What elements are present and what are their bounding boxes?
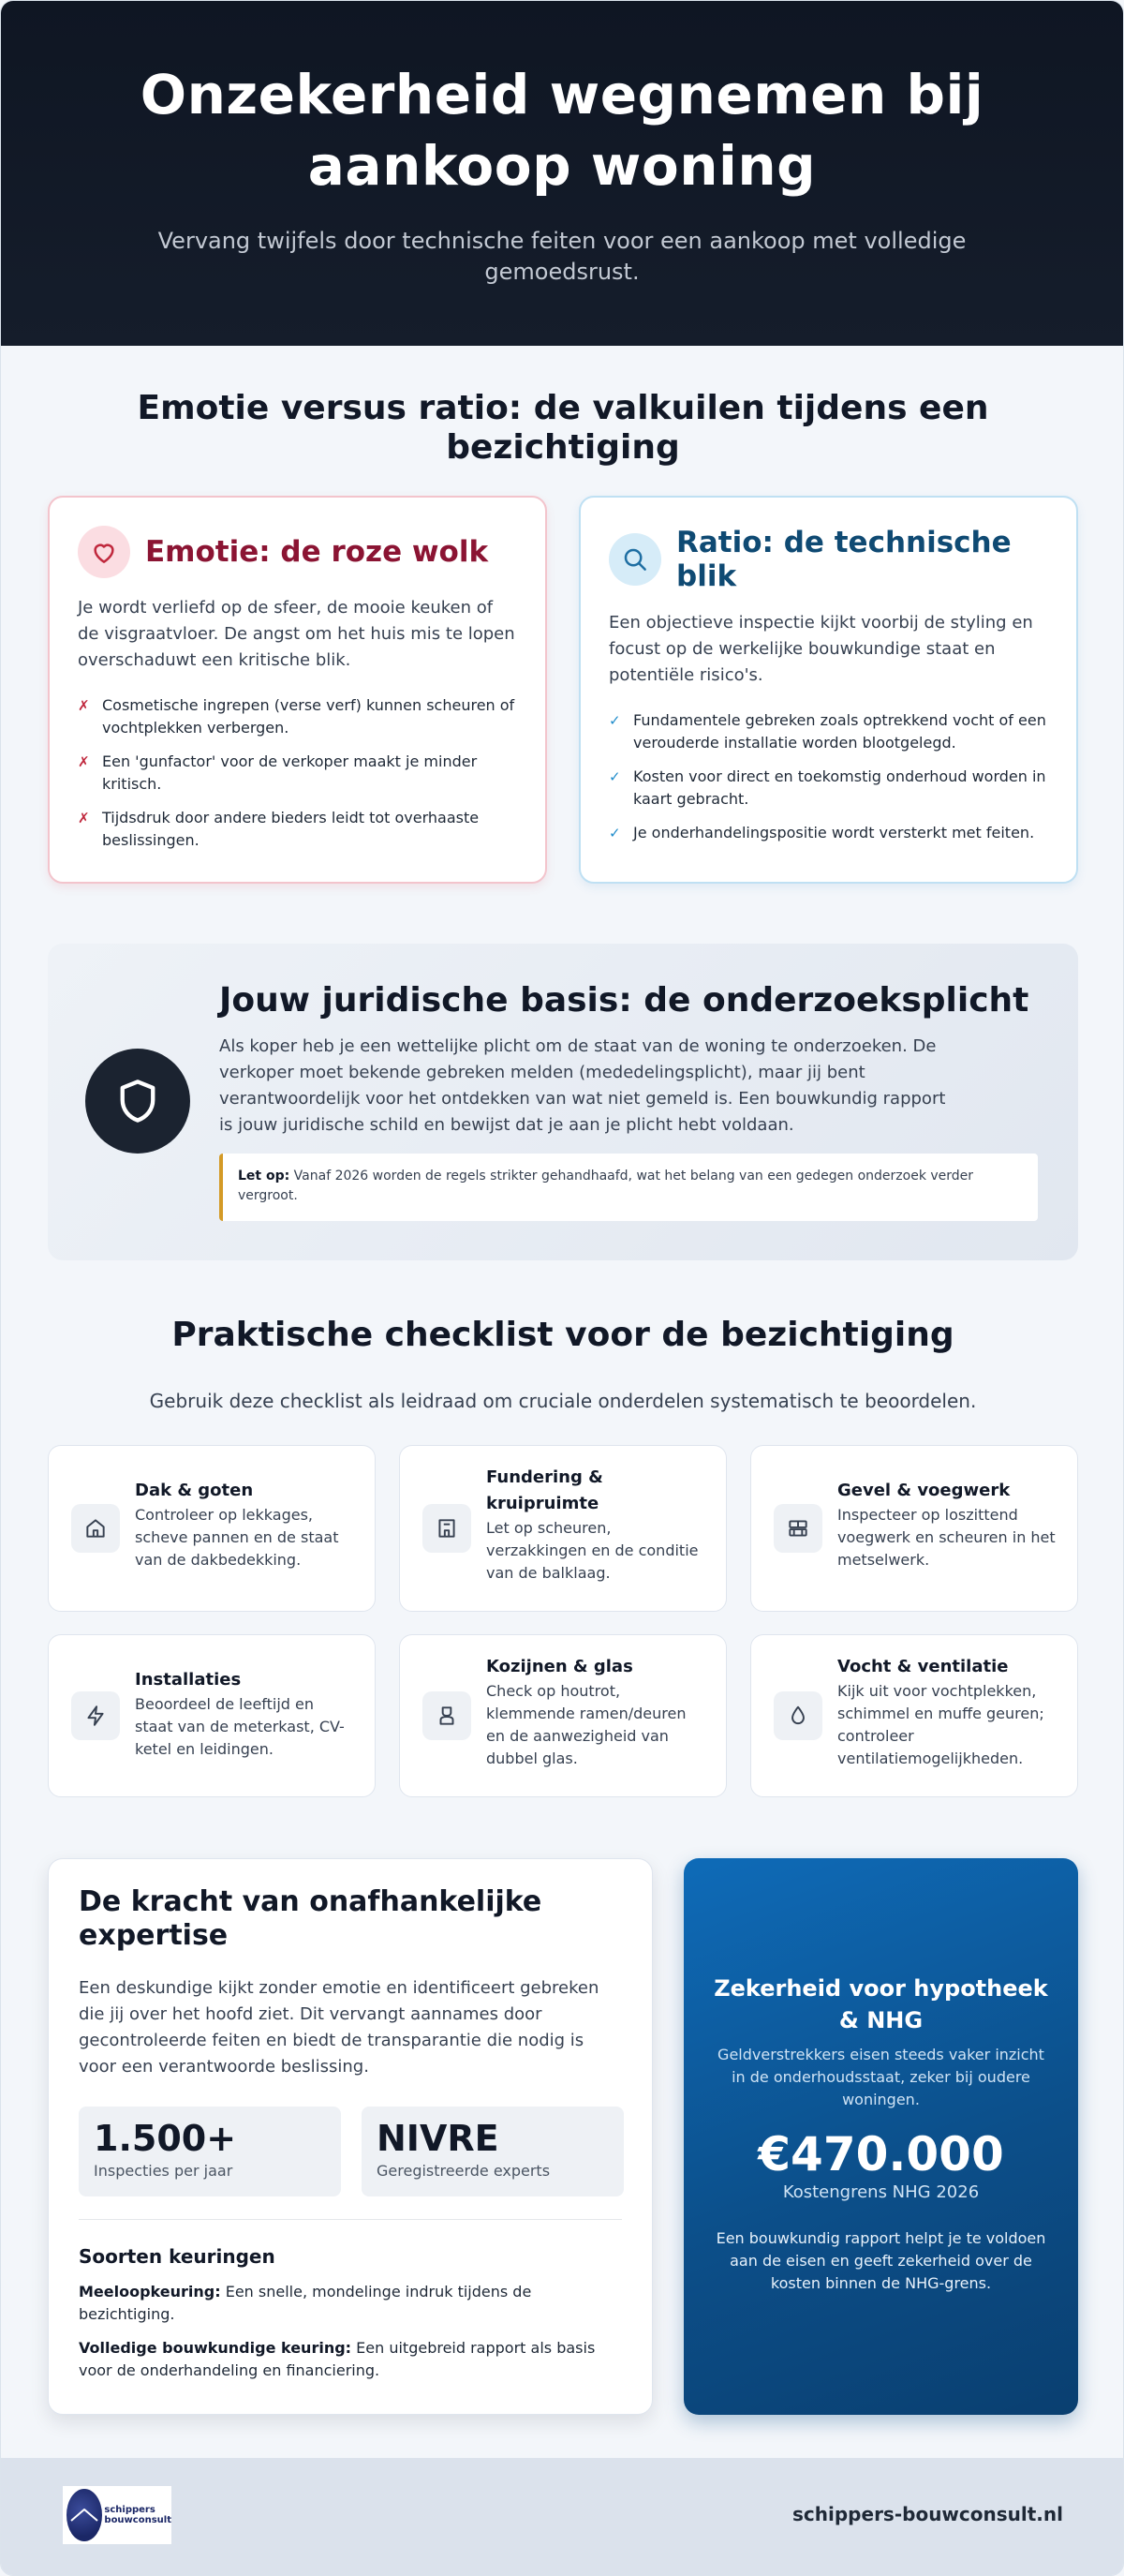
page-title: Onzekerheid wegnemen bij aankoop woning xyxy=(140,63,984,198)
stat-value: NIVRE xyxy=(377,2118,499,2159)
checklist-item-title: Gevel & voegwerk xyxy=(837,1481,1011,1500)
cross-icon: ✗ xyxy=(78,697,90,714)
stat-label: Inspecties per jaar xyxy=(94,2162,233,2180)
expertise-card xyxy=(48,1858,653,2415)
stat-value: 1.500+ xyxy=(94,2118,237,2159)
checklist-item-text: Let op scheuren, verzakkingen en de conditie van de balklaag. xyxy=(486,1519,699,1582)
nhg-text-secondary: Een bouwkundig rapport helpt je te voldoen aan de eisen en geeft zekerheid over de kosten binnen de NHG-grens. xyxy=(716,2229,1046,2292)
inspection-type: Volledige bouwkundige keuring: Een uitgebreid rapport als basis voor de onderhandeling en financiering. xyxy=(79,2339,596,2379)
heart-icon xyxy=(78,526,130,578)
expertise-text: Een deskundige kijkt zonder emotie en identificeert gebreken die jij over het hoofd ziet. Dit vervangt aannames door gecontroleerde feiten en biedt de transparantie die nodig is voor een verantwoorde beslissing. xyxy=(79,1978,599,2077)
checklist-item-text: Check op houtrot, klemmende ramen/deuren en de aanwezigheid van dubbel glas. xyxy=(486,1682,687,1767)
house-icon xyxy=(71,1504,120,1553)
shield-icon xyxy=(85,1049,190,1154)
checklist-card xyxy=(399,1445,727,1612)
nhg-amount: €470.000 xyxy=(758,2127,1004,2181)
logo-text: bouwconsult xyxy=(104,2515,171,2525)
checklist-subtitle: Gebruik deze checklist als leidraad om cruciale onderdelen systematisch te beoordelen. xyxy=(149,1390,977,1412)
company-logo[interactable] xyxy=(63,2486,171,2544)
search-icon xyxy=(609,533,661,586)
list-item: ✗ Een 'gunfactor' voor de verkoper maakt je minder kritisch. xyxy=(78,751,517,796)
emotion-card-title: Emotie: de roze wolk xyxy=(145,535,489,569)
lightning-icon xyxy=(71,1691,120,1740)
emotion-card-text: Je wordt verliefd op de sfeer, de mooie keuken of de visgraatvloer. De angst om het huis mis te lopen overschaduwt een kritische blik. xyxy=(78,598,515,670)
ratio-list xyxy=(609,709,1048,856)
ratio-card xyxy=(579,496,1078,884)
checklist-card xyxy=(399,1634,727,1797)
stat-card xyxy=(362,2107,624,2196)
hero-header xyxy=(1,1,1123,346)
emotion-card-header xyxy=(78,526,488,578)
divider xyxy=(79,2219,622,2220)
comparison-title: Emotie versus ratio: de valkuilen tijdens een bezichtiging xyxy=(137,389,989,467)
checklist-card xyxy=(48,1634,376,1797)
logo-text: schippers xyxy=(104,2505,155,2515)
brick-wall-icon xyxy=(774,1504,822,1553)
note-text: Vanaf 2026 worden de regels strikter gehandhaafd, wat het belang van een gedegen onderzoek verder vergroot. xyxy=(238,1169,974,1203)
inspection-type: Meeloopkeuring: Een snelle, mondelinge indruk tijdens de bezichtiging. xyxy=(79,2283,532,2323)
stat-label: Geregistreerde experts xyxy=(377,2162,551,2180)
checklist-item-text: Kijk uit voor vochtplekken, schimmel en muffe geuren; controleer ventilatiemogelijkheden. xyxy=(837,1682,1044,1767)
water-drop-icon xyxy=(774,1691,822,1740)
logo-emblem xyxy=(67,2489,102,2541)
foundation-icon xyxy=(422,1504,471,1553)
checklist-card xyxy=(750,1445,1078,1612)
ratio-card-title: Ratio: de technische blik xyxy=(676,526,1012,593)
footer xyxy=(1,2458,1124,2576)
cross-icon: ✗ xyxy=(78,753,90,770)
page-subtitle: Vervang twijfels door technische feiten voor een aankoop met volledige gemoedsrust. xyxy=(157,228,967,285)
checklist-card xyxy=(750,1634,1078,1797)
website-link[interactable]: schippers-bouwconsult.nl xyxy=(792,2503,1063,2525)
checklist-card xyxy=(48,1445,376,1612)
cross-icon: ✗ xyxy=(78,810,90,826)
nhg-title: Zekerheid voor hypotheek & NHG xyxy=(714,1975,1048,2033)
list-item: ✓ Kosten voor direct en toekomstig onderhoud worden in kaart gebracht. xyxy=(609,766,1048,811)
emotion-card xyxy=(48,496,547,884)
note-label: Let op: xyxy=(238,1169,290,1184)
checklist-item-text: Controleer op lekkages, scheve pannen en de staat van de dakbedekking. xyxy=(135,1506,339,1569)
list-item: ✗ Tijdsdruk door andere bieders leidt tot overhaaste beslissingen. xyxy=(78,807,517,852)
legal-section xyxy=(48,944,1078,1260)
checklist-item-text: Beoordeel de leeftijd en staat van de meterkast, CV-ketel en leidingen. xyxy=(135,1695,345,1758)
list-item: ✗ Cosmetische ingrepen (verse verf) kunnen scheuren of vochtplekken verbergen. xyxy=(78,694,517,739)
list-item: ✓ Je onderhandelingspositie wordt versterkt met feiten. xyxy=(609,822,1048,844)
expertise-title: De kracht van onafhankelijke expertise xyxy=(79,1885,542,1952)
ratio-card-text: Een objectieve inspectie kijkt voorbij de styling en focust op de werkelijke bouwkundige staat en potentiële risico's. xyxy=(609,613,1033,685)
inspection-types-title: Soorten keuringen xyxy=(79,2245,275,2268)
list-item: ✓ Fundamentele gebreken zoals optrekkend vocht of een verouderde installatie worden blootgelegd. xyxy=(609,709,1048,754)
checklist-item-title: Kozijnen & glas xyxy=(486,1657,633,1676)
ratio-card-header xyxy=(609,526,1051,593)
window-frame-icon xyxy=(422,1691,471,1740)
checklist-item-title: Installaties xyxy=(135,1670,242,1690)
checklist-item-title: Dak & goten xyxy=(135,1481,254,1500)
nhg-amount-label: Kostengrens NHG 2026 xyxy=(782,2182,980,2202)
legal-note xyxy=(219,1154,1038,1221)
checklist-item-title: Fundering & kruipruimte xyxy=(486,1467,603,1513)
nhg-text: Geldverstrekkers eisen steeds vaker inzicht in de onderhoudsstaat, zeker bij oudere woningen. xyxy=(717,2046,1044,2108)
checklist-item-text: Inspecteer op loszittend voegwerk en scheuren in het metselwerk. xyxy=(837,1506,1056,1569)
legal-text: Als koper heb je een wettelijke plicht om de staat van de woning te onderzoeken. De verkoper moet bekende gebreken melden (mededelingsplicht), maar jij bent verantwoordelijk voor het ontdekken van wat niet gemeld is. Een bouwkundig rapport is jouw juridische schild en bewijst dat je aan je plicht hebt voldaan. xyxy=(219,1036,946,1135)
comparison-section xyxy=(1,389,1124,468)
legal-title: Jouw juridische basis: de onderzoeksplicht xyxy=(219,981,1029,1020)
checklist-item-title: Vocht & ventilatie xyxy=(837,1657,1009,1676)
checklist-title: Praktische checklist voor de bezichtiging xyxy=(171,1316,954,1354)
stat-card xyxy=(79,2107,341,2196)
nhg-card xyxy=(684,1858,1078,2415)
check-icon: ✓ xyxy=(609,825,621,841)
check-icon: ✓ xyxy=(609,712,621,729)
emotion-list xyxy=(78,694,517,863)
check-icon: ✓ xyxy=(609,768,621,785)
